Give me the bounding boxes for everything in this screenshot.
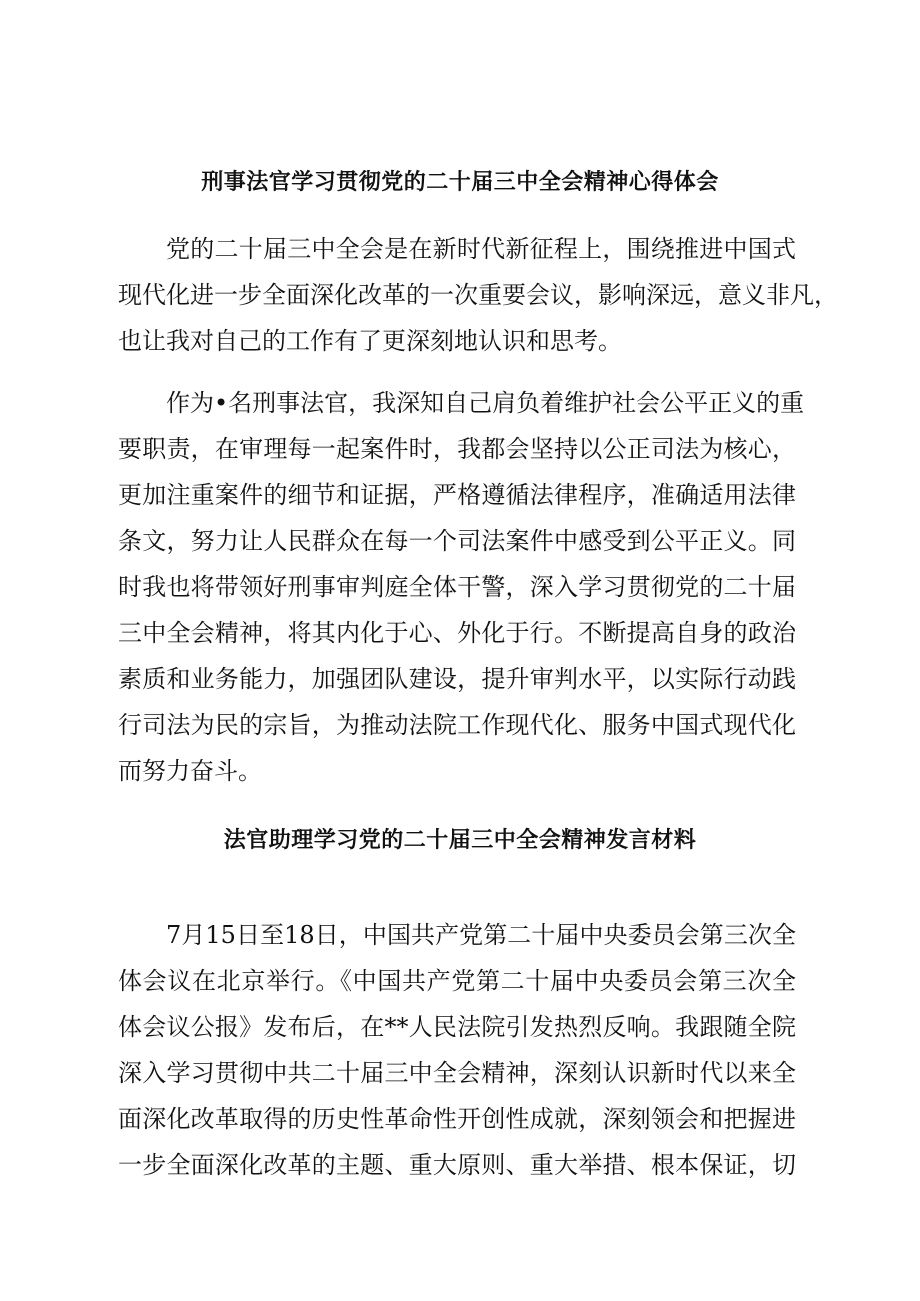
paragraph-line: 深入学习贯彻中共二十届三中全会精神，深刻认识新时代以来全 <box>118 1059 796 1087</box>
paragraph-line: 体会议在北京举行。《中国共产党第二十届中央委员会第三次全 <box>118 967 796 995</box>
paragraph-line: 条文，努力让人民群众在每一个司法案件中感受到公平正义。同 <box>118 527 796 555</box>
paragraph-line: 三中全会精神，将其内化于心、外化于行。不断提高自身的政治 <box>118 619 796 647</box>
section-2-title: 法官助理学习党的二十届三中全会精神发言材料 <box>223 828 697 853</box>
paragraph-line: 作为•名刑事法官，我深知自己肩负着维护社会公平正义的重 <box>166 389 805 417</box>
paragraph-line: 也让我对自己的工作有了更深刻地认识和思考。 <box>118 327 622 355</box>
paragraph-line: 党的二十届三中全会是在新时代新征程上，围绕推进中国式 <box>166 235 796 263</box>
paragraph-line: 一步全面深化改革的主题、重大原则、重大举措、根本保证，切 <box>118 1151 796 1179</box>
paragraph-line: 而努力奋斗。 <box>118 757 262 785</box>
paragraph-line: 面深化改革取得的历史性革命性开创性成就，深刻领会和把握进 <box>118 1105 796 1133</box>
paragraph-line: 7月15日至18日，中国共产党第二十届中央委员会第三次全 <box>166 921 796 949</box>
paragraph-line: 更加注重案件的细节和证据，严格遵循法律程序，准确适用法律 <box>118 481 796 509</box>
paragraph-line: 体会议公报》发布后，在**人民法院引发热烈反响。我跟随全院 <box>118 1013 796 1041</box>
paragraph-line: 要职责，在审理每一起案件时，我都会坚持以公正司法为核心， <box>118 435 796 463</box>
paragraph-line: 行司法为民的宗旨，为推动法院工作现代化、服务中国式现代化 <box>118 711 796 739</box>
paragraph-line: 现代化进一步全面深化改革的一次重要会议，影响深远，意义非凡， <box>118 281 838 309</box>
section-1-title: 刑事法官学习贯彻党的二十届三中全会精神心得体会 <box>201 170 719 195</box>
paragraph-line: 素质和业务能力，加强团队建设，提升审判水平，以实际行动践 <box>118 665 796 693</box>
paragraph-line: 时我也将带领好刑事审判庭全体干警，深入学习贯彻党的二十届 <box>118 573 796 601</box>
